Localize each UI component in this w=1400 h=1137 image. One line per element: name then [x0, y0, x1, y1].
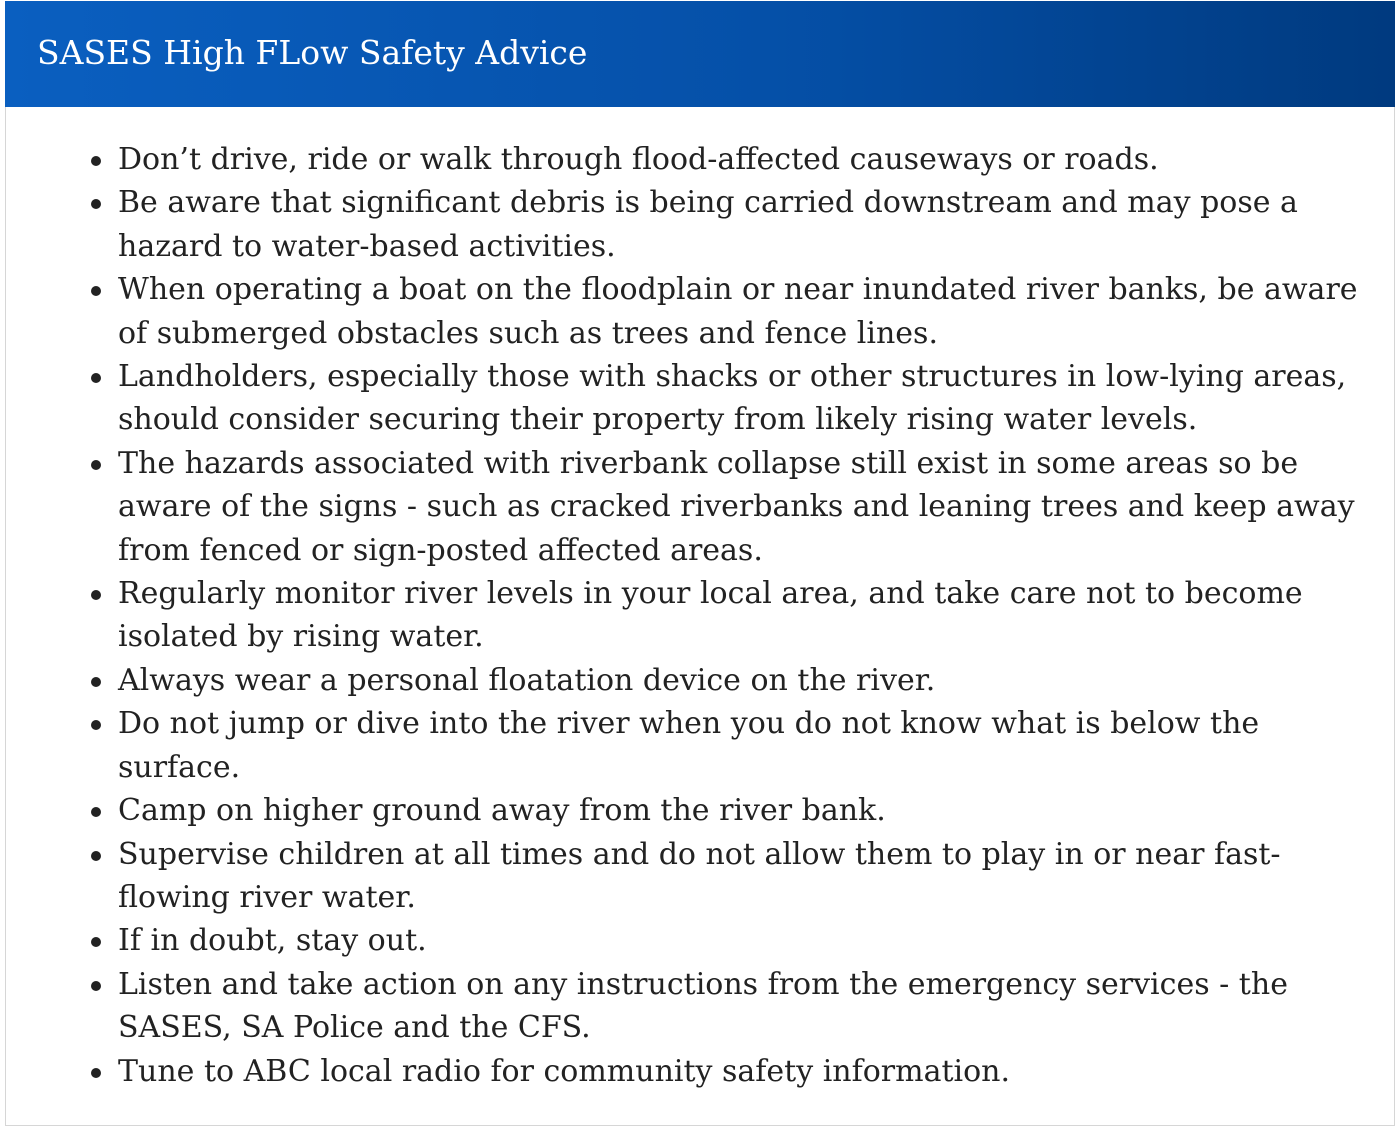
bullet-icon	[91, 199, 101, 209]
advice-item	[118, 1050, 1380, 1093]
bullet-icon	[91, 1068, 101, 1078]
advice-item	[118, 572, 1380, 659]
advice-text: The hazards associated with riverbank collapse still exist in some areas so be aware of the signs - such as cracked riverbanks and leaning trees and keep away from fenced or sign-posted affected areas.	[118, 445, 1355, 568]
bullet-icon	[91, 677, 101, 687]
safety-advice-panel	[5, 1, 1395, 1126]
bullet-icon	[91, 286, 101, 296]
advice-text: Listen and take action on any instructions from the emergency services - the SASES, SA Police and the CFS.	[118, 966, 1288, 1046]
advice-text: Camp on higher ground away from the river bank.	[118, 793, 886, 829]
advice-text: If in doubt, stay out.	[118, 923, 427, 959]
panel-header	[5, 1, 1395, 107]
advice-text: Don’t drive, ride or walk through flood-affected causeways or roads.	[118, 142, 1159, 177]
advice-text: Always wear a personal floatation device on the river.	[118, 662, 936, 698]
bullet-icon	[91, 720, 101, 730]
advice-item	[118, 268, 1380, 355]
advice-text: Regularly monitor river levels in your local area, and take care not to become isolated by rising water.	[118, 576, 1303, 655]
advice-item	[118, 442, 1380, 572]
advice-item	[118, 833, 1380, 920]
bullet-icon	[91, 937, 101, 947]
bullet-icon	[91, 981, 101, 991]
advice-text: Tune to ABC local radio for community safety information.	[118, 1053, 1011, 1089]
advice-text: When operating a boat on the floodplain or near inundated river banks, be aware of submerged obstacles such as trees and fence lines.	[118, 272, 1358, 351]
bullet-icon	[91, 373, 101, 383]
advice-item	[118, 659, 1380, 702]
advice-item	[118, 919, 1380, 962]
advice-item	[118, 181, 1380, 268]
bullet-icon	[91, 156, 101, 166]
bullet-icon	[91, 851, 101, 861]
advice-item	[118, 702, 1380, 789]
bullet-icon	[91, 590, 101, 600]
advice-item	[118, 963, 1380, 1050]
advice-text: Landholders, especially those with shacks or other structures in low-lying areas, should consider securing their property from likely rising water levels.	[118, 359, 1347, 438]
bullet-icon	[91, 807, 101, 817]
advice-list	[118, 138, 1380, 1093]
advice-item	[118, 355, 1380, 442]
advice-text: Be aware that significant debris is being carried downstream and may pose a hazard to water-based activities.	[118, 185, 1298, 264]
advice-item	[118, 138, 1380, 181]
advice-text: Supervise children at all times and do not allow them to play in or near fast-flowing river water.	[118, 836, 1281, 915]
panel-title: SASES High FLow Safety Advice	[37, 33, 588, 72]
advice-text: Do not jump or dive into the river when you do not know what is below the surface.	[118, 706, 1260, 785]
advice-item	[118, 789, 1380, 832]
bullet-icon	[91, 460, 101, 470]
